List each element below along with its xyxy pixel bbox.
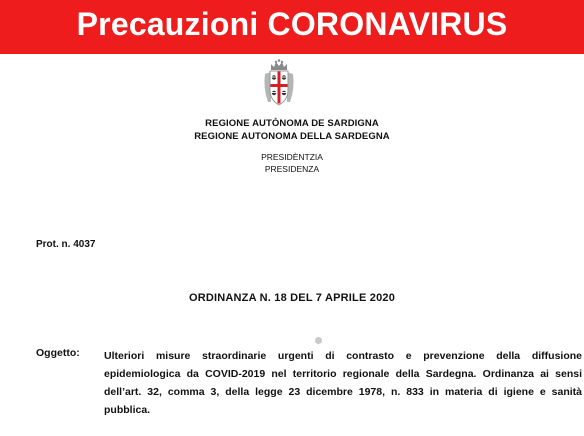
subject-label: Oggetto: <box>36 347 80 359</box>
sardinia-coat-of-arms-icon <box>262 58 296 108</box>
region-name-italian: REGIONE AUTONOMA DELLA SARDEGNA <box>194 131 390 142</box>
ordinance-title: ORDINANZA N. 18 DEL 7 APRILE 2020 <box>188 292 396 304</box>
subject-text: Ulteriori misure straordinarie urgenti di contrasto e prevenzione della diffusione epidemiologica da COVID-2019 nel territorio regionale della Sardegna. Ordinanza ai sensi dell’art. 32, comma 3, della legge 23 dicembre 1978, n. 833 in materia di igiene e sanità pubblica. <box>104 350 582 416</box>
banner-title: Precauzioni CORONAVIRUS <box>76 6 508 42</box>
scan-mark <box>315 337 322 344</box>
title-banner <box>0 0 584 54</box>
office-name-italian: PRESIDENZA <box>264 164 320 174</box>
office-name-sardinian: PRESIDÈNTZIA <box>261 152 323 162</box>
protocol-number: Prot. n. 4037 <box>36 239 96 250</box>
region-name-sardinian: REGIONE AUTÒNOMA DE SARDIGNA <box>205 118 379 129</box>
